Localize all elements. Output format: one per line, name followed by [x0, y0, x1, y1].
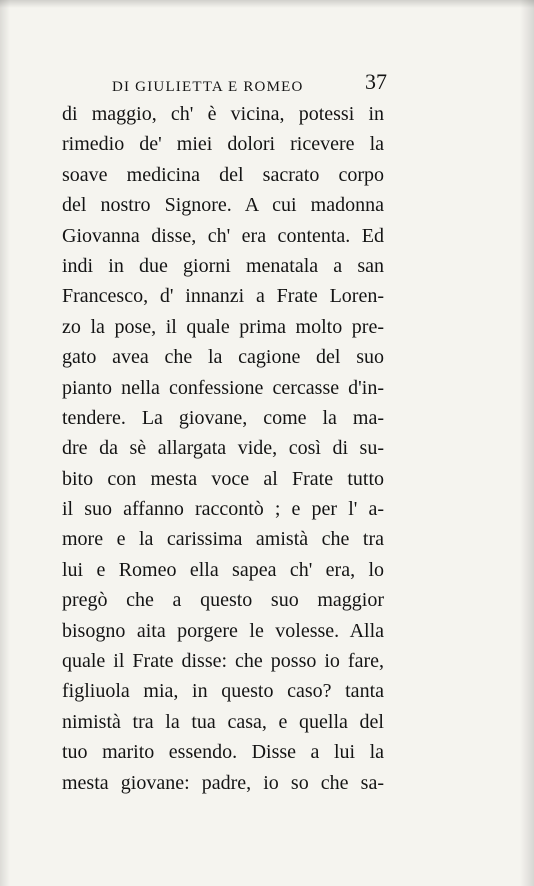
running-head-title: DI GIULIETTA E ROMEO [112, 79, 304, 95]
text-line: del nostro Signore. A cui madonna [62, 194, 384, 217]
running-head [112, 69, 387, 98]
text-line: rimedio de' miei dolori ricevere la [62, 133, 384, 156]
text-line: more e la carissima amistà che tra [62, 528, 384, 551]
text-line: quale il Frate disse: che posso io fare, [62, 650, 384, 673]
text-line: mesta giovane: padre, io so che sa- [62, 771, 384, 794]
page-number: 37 [365, 69, 387, 94]
text-line: Francesco, d' innanzi a Frate Loren- [62, 285, 384, 308]
text-line: dre da sè allargata vide, così di su- [62, 437, 384, 460]
page-top-edge [0, 0, 534, 8]
text-line: figliuola mia, in questo caso? tanta [62, 680, 384, 703]
text-line: indi in due giorni menatala a san [62, 254, 384, 277]
text-line: soave medicina del sacrato corpo [62, 163, 384, 186]
text-line: tuo marito essendo. Disse a lui la [62, 741, 384, 764]
body-text [62, 99, 384, 798]
text-line: pregò che a questo suo maggior [62, 589, 384, 612]
text-line: nimistà tra la tua casa, e quella del [62, 710, 384, 733]
text-line: di maggio, ch' è vicina, potessi in [62, 103, 384, 125]
text-line: tendere. La giovane, come la ma- [62, 406, 384, 429]
text-line: Giovanna disse, ch' era contenta. Ed [62, 224, 384, 247]
text-line: zo la pose, il quale prima molto pre- [62, 315, 384, 338]
text-line: pianto nella confessione cercasse d'in- [62, 376, 384, 399]
text-line: lui e Romeo ella sapea ch' era, lo [62, 558, 384, 581]
text-line: bisogno aita porgere le volesse. Alla [62, 619, 384, 642]
text-line: bito con mesta voce al Frate tutto [62, 467, 384, 490]
text-line: il suo affanno raccontò ; e per l' a- [62, 498, 384, 521]
text-line: gato avea che la cagione del suo [62, 346, 384, 369]
